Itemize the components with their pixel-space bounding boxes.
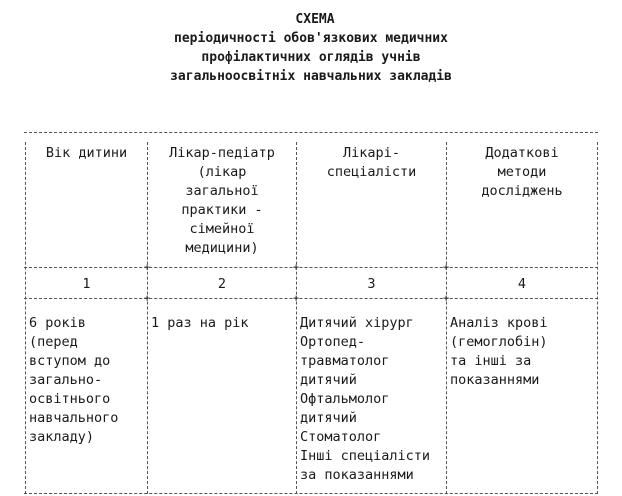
column-divider-2 — [296, 142, 297, 494]
column-number-1: 1 — [82, 276, 91, 292]
rule-junction: + — [292, 291, 300, 305]
cell-age: 6 років (перед вступом до загально- освітнього навчального закладу) — [29, 315, 119, 445]
rule-junction: + — [143, 260, 151, 274]
cell-specialists: Дитячий хірург Ортопед- травматолог дитячий Офтальмолог дитячий Стоматолог Інші спеціалісти за показаннями — [300, 315, 431, 483]
table-bottom-rule — [24, 493, 598, 494]
column-divider-1 — [147, 142, 148, 494]
column-divider-3 — [446, 142, 447, 494]
cell-pediatrician: 1 раз на рік — [151, 315, 249, 331]
table-right-border — [597, 142, 598, 494]
column-number-2: 2 — [217, 276, 227, 292]
title-main: СХЕМА — [295, 12, 335, 27]
title-line-2: профілактичних оглядів учнів — [201, 50, 421, 65]
header-age: Вік дитини — [45, 145, 128, 161]
title-line-3: загальноосвітніх навчальних закладів — [170, 69, 452, 84]
column-number-3: 3 — [367, 276, 376, 292]
header-specialists: Лікарі- спеціалісти — [326, 145, 417, 180]
rule-junction: + — [442, 291, 450, 305]
rule-junction: + — [292, 260, 300, 274]
header-bottom-rule — [24, 267, 598, 268]
header-additional: Додаткові методи досліджень — [481, 145, 563, 199]
table-left-border — [25, 142, 26, 494]
rule-junction: + — [442, 260, 450, 274]
document-title — [0, 10, 622, 86]
column-number-4: 4 — [517, 276, 527, 292]
title-line-1: періодичності обов'язкових медичних — [174, 31, 448, 46]
numbers-bottom-rule — [24, 298, 598, 299]
header-pediatrician: Лікар-педіатр (лікар загальної практики - сімейної медицини) — [169, 145, 275, 256]
table-top-rule — [24, 132, 598, 133]
cell-additional: Аналіз крові (гемоглобін) та інші за показаннями — [450, 315, 548, 388]
rule-junction: + — [143, 291, 151, 305]
